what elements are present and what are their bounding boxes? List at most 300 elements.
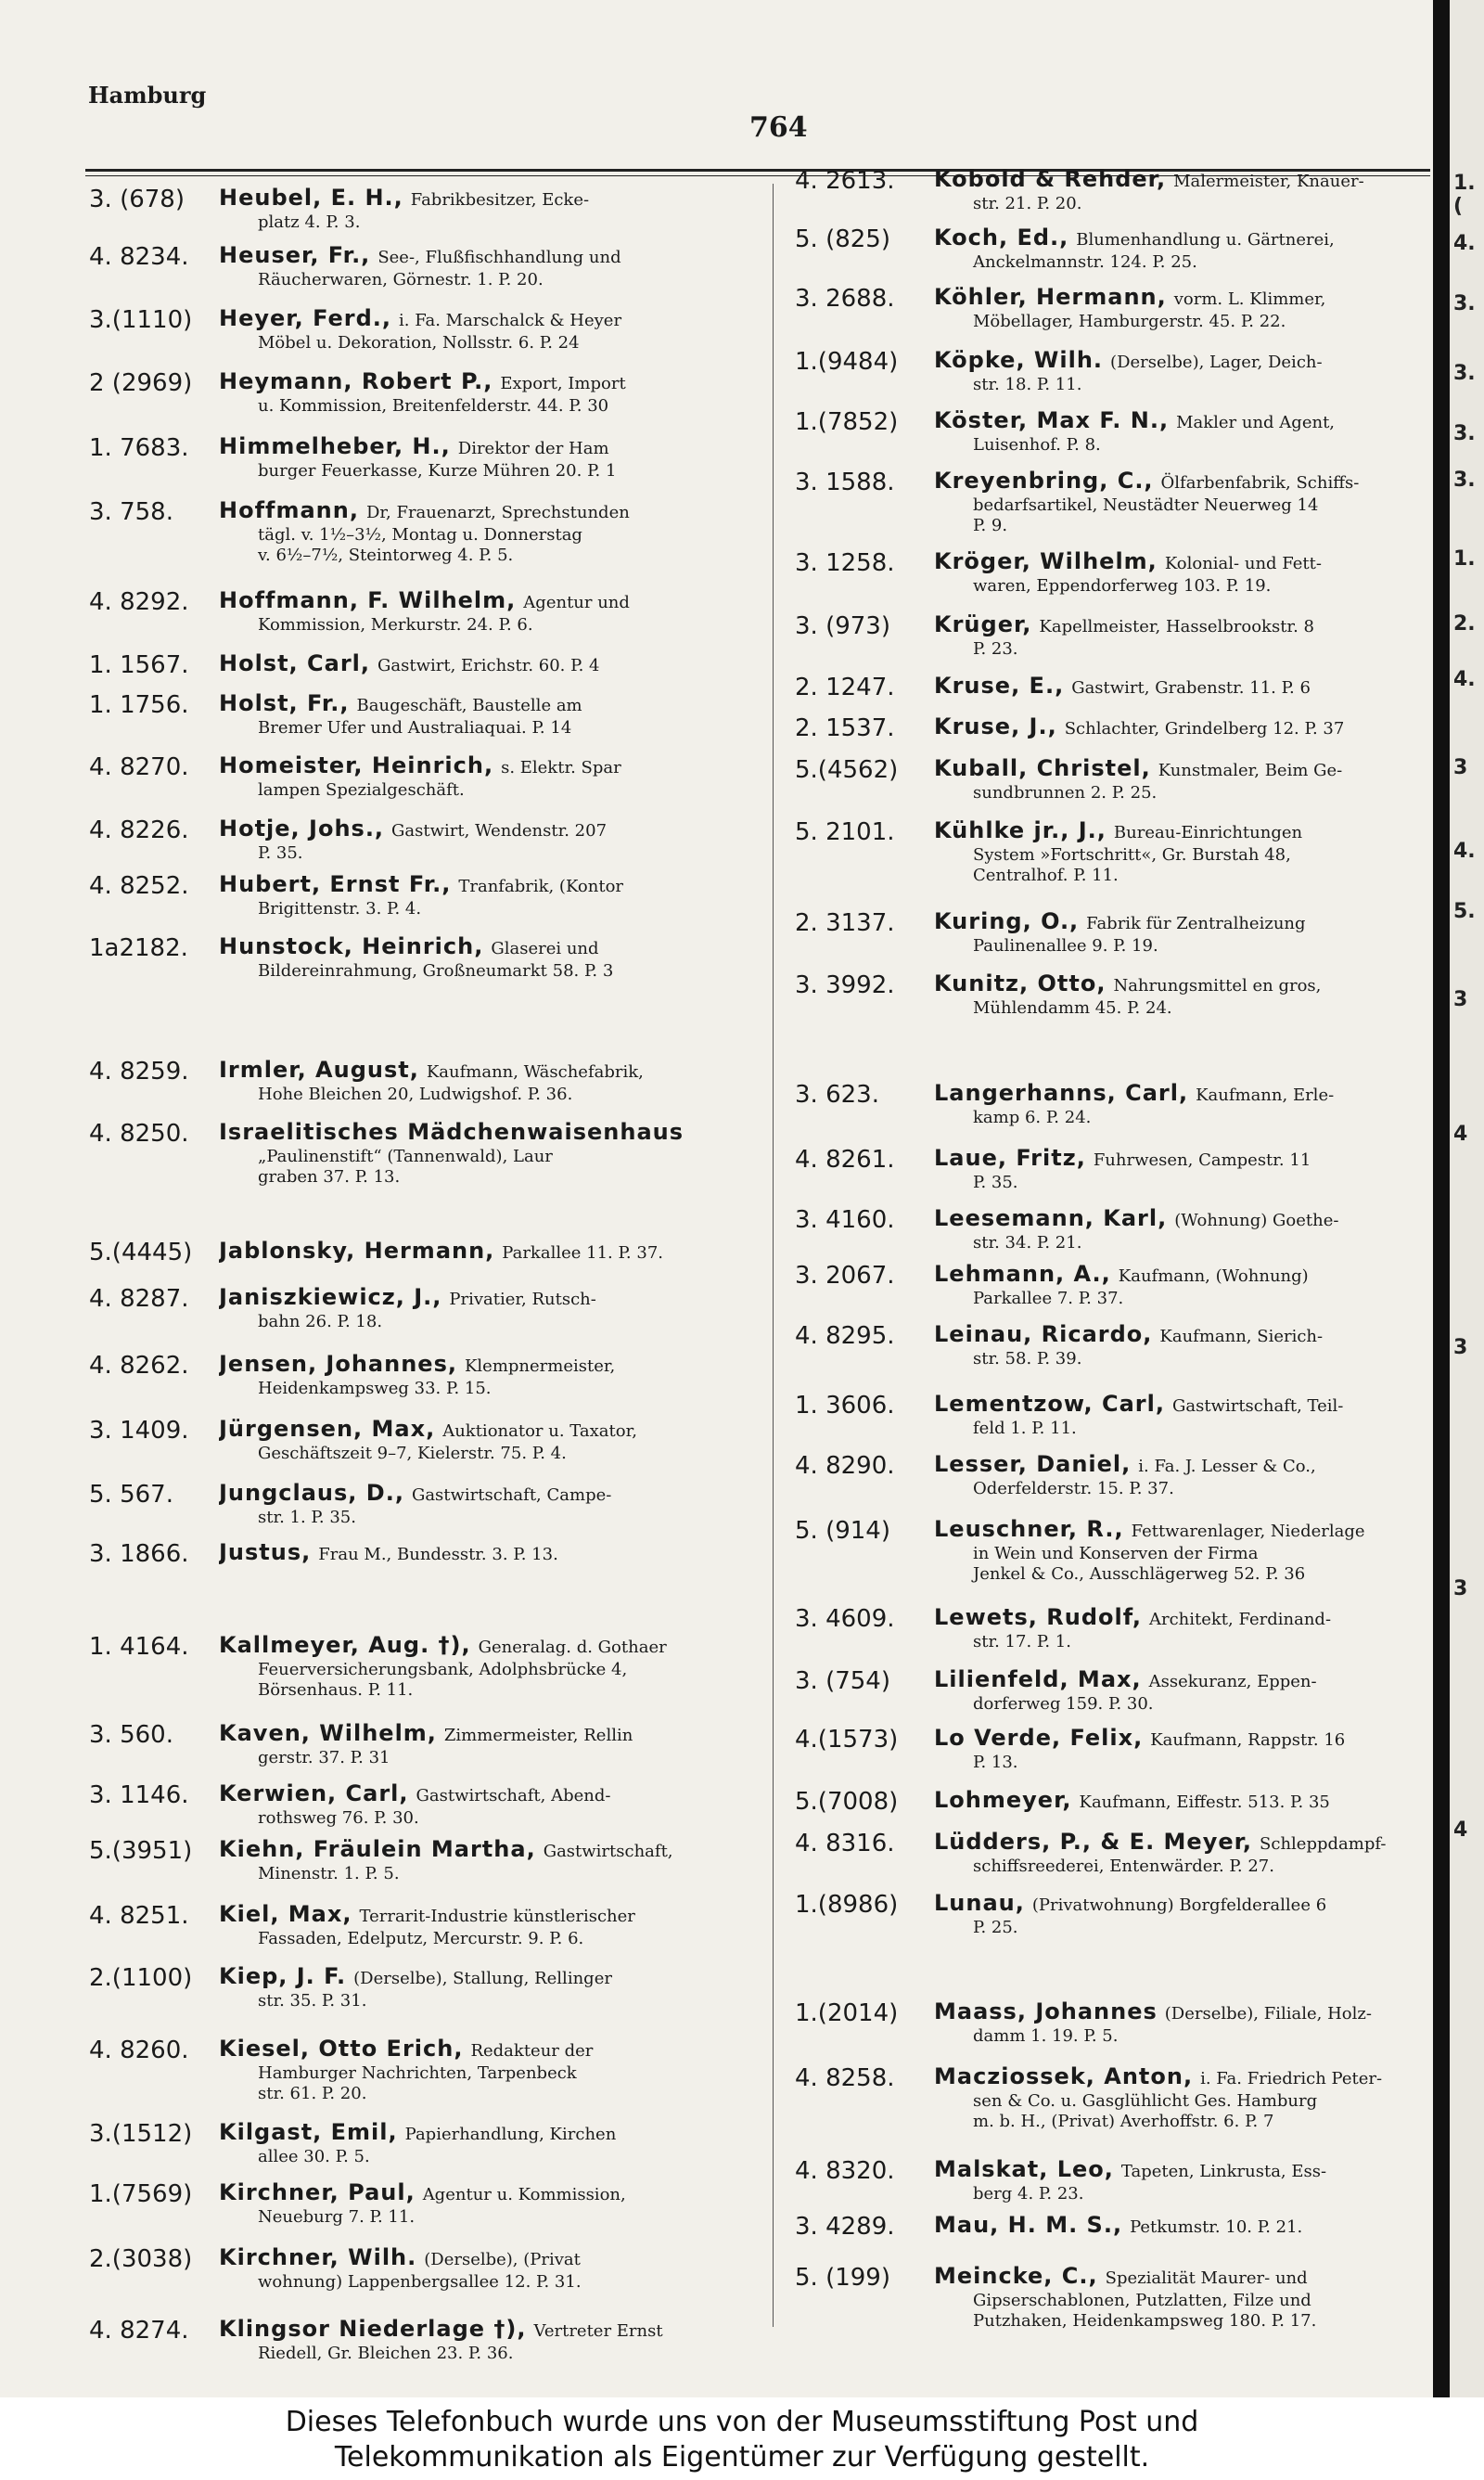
directory-entry (795, 285, 1435, 332)
entry-details: Kolonial- und Fett- (1164, 554, 1322, 573)
subscriber-name: Lo Verde, Felix, (934, 1726, 1144, 1751)
phone-number: 3. 2688. (795, 285, 895, 313)
entry-address: str. 61. P. 20. (258, 2084, 367, 2103)
entry-address: P. 9. (973, 516, 1008, 535)
phone-number: 4. 8287. (89, 1285, 189, 1313)
phone-number: 5. (825) (795, 225, 890, 253)
subscriber-name: Lewets, Rudolf, (934, 1605, 1142, 1630)
adjacent-page-fragment: 3 (1453, 756, 1468, 779)
entry-address: berg 4. P. 23. (973, 2184, 1084, 2204)
entry-address: Neueburg 7. P. 11. (258, 2207, 416, 2227)
directory-entry (89, 1417, 803, 1464)
directory-entry (89, 1285, 803, 1332)
directory-entry (89, 1481, 803, 1528)
subscriber-name: Lohmeyer, (934, 1788, 1072, 1813)
entry-address: Minenstr. 1. P. 5. (258, 1864, 400, 1883)
page-number: 764 (749, 111, 808, 144)
adjacent-page-fragment: 1. (1453, 547, 1476, 571)
phone-number: 5.(7008) (795, 1788, 899, 1816)
subscriber-name: Kruse, E., (934, 674, 1065, 699)
phone-number: 1. 1567. (89, 651, 189, 679)
entry-address: Geschäftszeit 9–7, Kielerstr. 75. P. 4. (258, 1444, 567, 1463)
directory-entry (795, 1999, 1435, 2047)
entry-address: m. b. H., (Privat) Averhoffstr. 6. P. 7 (973, 2112, 1274, 2131)
entry-address: v. 6½–7½, Steintorweg 4. P. 5. (258, 546, 514, 565)
entry-details: Gastwirtschaft, Teil- (1171, 1396, 1344, 1416)
directory-entry (89, 369, 803, 417)
adjacent-page-fragment: 4. (1453, 232, 1476, 255)
subscriber-name: Heyer, Ferd., (219, 306, 392, 331)
subscriber-name: Jürgensen, Max, (219, 1417, 436, 1442)
subscriber-name: Jungclaus, D., (219, 1481, 404, 1506)
phone-number: 4. 8295. (795, 1322, 895, 1350)
entry-address: str. 18. P. 11. (973, 375, 1082, 394)
entry-address: bahn 26. P. 18. (258, 1312, 383, 1331)
entry-details: Parkallee 11. P. 37. (502, 1243, 663, 1263)
entry-details: Ölfarbenfabrik, Schiffs- (1160, 473, 1360, 493)
entry-address: Börsenhaus. P. 11. (258, 1680, 414, 1700)
entry-address: graben 37. P. 13. (258, 1167, 401, 1187)
adjacent-page-fragment: 2. (1453, 612, 1476, 636)
phone-number: 3. 1258. (795, 549, 895, 577)
entry-details: Makler und Agent, (1176, 413, 1336, 432)
entry-address: str. 58. P. 39. (973, 1349, 1082, 1368)
entry-address: str. 35. P. 31. (258, 1991, 367, 2011)
subscriber-name: Köster, Max F. N., (934, 408, 1170, 433)
phone-number: 2. 1247. (795, 674, 895, 701)
phone-number: 4. 8251. (89, 1902, 189, 1930)
directory-entry (89, 2180, 803, 2228)
subscriber-name: Köhler, Hermann, (934, 285, 1167, 310)
subscriber-name: Kilgast, Emil, (219, 2120, 398, 2145)
directory-entry (795, 1517, 1435, 1585)
entry-address: u. Kommission, Breitenfelderstr. 44. P. 30 (258, 396, 609, 416)
phone-number: 2.(3038) (89, 2245, 193, 2273)
directory-entry (795, 1726, 1435, 1773)
directory-entry (795, 348, 1435, 395)
subscriber-name: Lementzow, Carl, (934, 1392, 1165, 1417)
entry-details: i. Fa. Marschalck & Heyer (399, 311, 622, 330)
phone-number: 4. 8259. (89, 1058, 189, 1086)
directory-entry (795, 756, 1435, 803)
subscriber-name: Kruse, J., (934, 714, 1057, 739)
subscriber-name: Kirchner, Paul, (219, 2180, 416, 2205)
subscriber-name: Hunstock, Heinrich, (219, 934, 484, 959)
entry-details: Fettwarenlager, Niederlage (1131, 1522, 1365, 1541)
phone-number: 3. 4609. (795, 1605, 895, 1633)
entry-details: Frau M., Bundesstr. 3. P. 13. (318, 1545, 558, 1564)
directory-entry (795, 2157, 1435, 2204)
entry-details: Architekt, Ferdinand- (1148, 1610, 1332, 1629)
phone-number: 1a2182. (89, 934, 188, 962)
entry-address: Feuerversicherungsbank, Adolphsbrücke 4, (258, 1660, 628, 1679)
entry-details: Kaufmann, Erle- (1196, 1086, 1335, 1105)
adjacent-page-fragment: 3 (1453, 1336, 1468, 1359)
directory-entry (89, 186, 803, 233)
subscriber-name: Hotje, Johs., (219, 816, 385, 842)
entry-address: P. 23. (973, 639, 1018, 659)
subscriber-name: Kiep, J. F. (219, 1964, 347, 1989)
entry-details: Terrarit-Industrie künstlerischer (359, 1907, 635, 1926)
directory-entry (89, 1781, 803, 1829)
entry-address: allee 30. P. 5. (258, 2147, 370, 2166)
entry-details: Malermeister, Knauer- (1173, 172, 1364, 191)
footer-line-2: Telekommunikation als Eigentümer zur Verfügung gestellt. (334, 2441, 1150, 2474)
entry-details: (Derselbe), Stallung, Rellinger (353, 1969, 612, 1988)
entry-address: str. 17. P. 1. (973, 1632, 1071, 1651)
phone-number: 3. 1588. (795, 469, 895, 496)
directory-entry (89, 498, 803, 566)
subscriber-name: Holst, Fr., (219, 691, 350, 716)
entry-details: Direktor der Ham (457, 439, 609, 458)
entry-address: damm 1. 19. P. 5. (973, 2026, 1119, 2046)
entry-details: Fuhrwesen, Campestr. 11 (1093, 1150, 1311, 1170)
subscriber-name: Kiel, Max, (219, 1902, 352, 1927)
adjacent-page-fragment: 3. (1453, 469, 1476, 492)
directory-entry (795, 1206, 1435, 1253)
subscriber-name: Kunitz, Otto, (934, 971, 1107, 996)
entry-address: sen & Co. u. Gasglühlicht Ges. Hamburg (973, 2091, 1318, 2111)
entry-address: Anckelmannstr. 124. P. 25. (973, 252, 1197, 272)
phone-number: 4. 8258. (795, 2064, 895, 2092)
entry-details: Nahrungsmittel en gros, (1113, 976, 1322, 996)
phone-number: 1.(9484) (795, 348, 899, 376)
entry-details: Vertreter Ernst (533, 2321, 663, 2341)
entry-address: Brigittenstr. 3. P. 4. (258, 899, 422, 919)
entry-details: Schleppdampf- (1260, 1834, 1387, 1854)
entry-details: Gastwirt, Wendenstr. 207 (391, 821, 608, 841)
entry-address: Putzhaken, Heidenkampsweg 180. P. 17. (973, 2311, 1317, 2331)
phone-number: 3. 560. (89, 1721, 173, 1749)
phone-number: 1.(8986) (795, 1891, 899, 1919)
phone-number: 1. 3606. (795, 1392, 895, 1420)
subscriber-name: Kallmeyer, Aug. †), (219, 1633, 471, 1658)
entry-details: Privatier, Rutsch- (449, 1290, 596, 1309)
phone-number: 1. 7683. (89, 434, 189, 462)
directory-entry (795, 2264, 1435, 2332)
entry-address: rothsweg 76. P. 30. (258, 1808, 419, 1828)
adjacent-page-fragment: 4 (1453, 1123, 1468, 1146)
phone-number: 4. 8260. (89, 2037, 189, 2064)
subscriber-name: Israelitisches Mädchenwaisenhaus (219, 1120, 684, 1145)
directory-entry (89, 1964, 803, 2011)
directory-entry (795, 469, 1435, 536)
entry-address: Möbellager, Hamburgerstr. 45. P. 22. (973, 312, 1286, 331)
subscriber-name: Malskat, Leo, (934, 2157, 1114, 2182)
directory-entry (89, 2317, 803, 2364)
adjacent-page-fragment: 5. (1453, 900, 1476, 923)
subscriber-name: Kuring, O., (934, 909, 1080, 934)
adjacent-page-fragment: 4. (1453, 668, 1476, 691)
entry-details: Schlachter, Grindelberg 12. P. 37 (1064, 719, 1345, 739)
directory-entry (795, 2213, 1435, 2240)
subscriber-name: Kreyenbring, C., (934, 469, 1154, 494)
directory-entry (795, 1891, 1435, 1938)
directory-entry (795, 2064, 1435, 2132)
directory-entry (89, 1058, 803, 1105)
city-heading: Hamburg (88, 82, 207, 109)
directory-entry (89, 306, 803, 353)
phone-number: 4. 8320. (795, 2157, 895, 2185)
subscriber-name: Lunau, (934, 1891, 1025, 1916)
entry-address: lampen Spezialgeschäft. (258, 780, 465, 800)
subscriber-name: Kuball, Christel, (934, 756, 1151, 781)
phone-number: 4. 8292. (89, 588, 189, 616)
entry-details: Bureau-Einrichtungen (1113, 823, 1303, 842)
entry-address: Hamburger Nachrichten, Tarpenbeck (258, 2063, 577, 2083)
subscriber-name: Jablonsky, Hermann, (219, 1239, 495, 1264)
directory-entry (89, 1540, 803, 1567)
entry-address: wohnung) Lappenbergsallee 12. P. 31. (258, 2272, 582, 2292)
entry-address: platz 4. P. 3. (258, 212, 361, 232)
directory-entry (89, 691, 803, 739)
entry-details: i. Fa. J. Lesser & Co., (1138, 1457, 1316, 1476)
entry-details: Gastwirt, Erichstr. 60. P. 4 (377, 656, 600, 675)
subscriber-name: Kobold & Rehder, (934, 167, 1167, 192)
entry-details: Gastwirtschaft, (543, 1842, 673, 1861)
subscriber-name: Koch, Ed., (934, 225, 1069, 251)
subscriber-name: Hoffmann, (219, 498, 359, 523)
directory-entry (795, 818, 1435, 886)
entry-details: Kapellmeister, Hasselbrookstr. 8 (1039, 617, 1314, 636)
phone-number: 4. 8234. (89, 243, 189, 271)
entry-details: Papierhandlung, Kirchen (404, 2125, 617, 2144)
directory-entry (795, 714, 1435, 741)
phone-number: 3. 623. (795, 1081, 879, 1109)
subscriber-name: Köpke, Wilh. (934, 348, 1104, 373)
entry-address: bedarfsartikel, Neustädter Neuerweg 14 (973, 495, 1319, 515)
adjacent-page-fragment: 3. (1453, 422, 1476, 445)
phone-number: 2.(1100) (89, 1964, 193, 1992)
phone-number: 3. 4160. (795, 1206, 895, 1234)
entry-details: vorm. L. Klimmer, (1173, 289, 1326, 309)
phone-number: 2 (2969) (89, 369, 193, 397)
entry-details: Agentur und (523, 593, 630, 612)
entry-address: feld 1. P. 11. (973, 1419, 1077, 1438)
phone-number: 4. 8316. (795, 1830, 895, 1857)
subscriber-name: Leuschner, R., (934, 1517, 1124, 1542)
entry-details: Blumenhandlung u. Gärtnerei, (1076, 230, 1335, 250)
entry-address: Riedell, Gr. Bleichen 23. P. 36. (258, 2344, 514, 2363)
phone-number: 4. 8250. (89, 1120, 189, 1148)
directory-entry (795, 225, 1435, 273)
phone-number: 1. 4164. (89, 1633, 189, 1661)
phone-number: 3. 2067. (795, 1262, 895, 1290)
next-page-edge (1450, 0, 1484, 2397)
directory-entry (89, 588, 803, 636)
directory-entry (795, 909, 1435, 957)
entry-details: Fabrikbesitzer, Ecke- (410, 190, 590, 210)
directory-entry (795, 1788, 1435, 1815)
phone-number: 5.(4445) (89, 1239, 193, 1266)
directory-entry (795, 971, 1435, 1019)
adjacent-page-fragment: 4. (1453, 840, 1476, 863)
adjacent-page-fragment: 3. (1453, 362, 1476, 385)
directory-entry (89, 2037, 803, 2104)
subscriber-name: Lehmann, A., (934, 1262, 1111, 1287)
phone-number: 5.(3951) (89, 1837, 193, 1865)
entry-address: „Paulinenstift“ (Tannenwald), Laur (258, 1147, 553, 1166)
subscriber-name: Kühlke jr., J., (934, 818, 1107, 843)
phone-number: 1.(2014) (795, 1999, 899, 2027)
entry-details: Gastwirtschaft, Abend- (416, 1786, 611, 1805)
phone-number: 3.(1110) (89, 306, 193, 334)
adjacent-page-fragment: 3. (1453, 292, 1476, 315)
subscriber-name: Himmelheber, H., (219, 434, 451, 459)
subscriber-name: Meincke, C., (934, 2264, 1098, 2289)
entry-address: Paulinenallee 9. P. 19. (973, 936, 1158, 956)
entry-details: Agentur u. Kommission, (422, 2185, 626, 2204)
phone-number: 4. 8252. (89, 872, 189, 900)
phone-number: 3. 4289. (795, 2213, 895, 2241)
footer-line-1: Dieses Telefonbuch wurde uns von der Museumsstiftung Post und (285, 2406, 1199, 2438)
entry-address: kamp 6. P. 24. (973, 1108, 1092, 1127)
phone-number: 3. (678) (89, 186, 185, 213)
directory-entry (89, 872, 803, 919)
subscriber-name: Heymann, Robert P., (219, 369, 493, 394)
entry-address: Räucherwaren, Görnestr. 1. P. 20. (258, 270, 544, 289)
entry-address: dorferweg 159. P. 30. (973, 1694, 1154, 1714)
adjacent-page-fragment: 3 (1453, 1577, 1468, 1600)
subscriber-name: Lesser, Daniel, (934, 1452, 1132, 1477)
phone-number: 5. 2101. (795, 818, 895, 846)
entry-details: Zimmermeister, Rellin (443, 1726, 633, 1745)
directory-entry (89, 753, 803, 801)
entry-details: Baugeschäft, Baustelle am (356, 696, 582, 715)
directory-entry (89, 243, 803, 290)
subscriber-name: Kiesel, Otto Erich, (219, 2037, 464, 2062)
phone-number: 4. 8226. (89, 816, 189, 844)
phone-number: 2. 1537. (795, 714, 895, 742)
subscriber-name: Holst, Carl, (219, 651, 371, 676)
subscriber-name: Irmler, August, (219, 1058, 419, 1083)
subscriber-name: Kirchner, Wilh. (219, 2245, 417, 2270)
entry-address: Luisenhof. P. 8. (973, 435, 1101, 455)
entry-address: P. 13. (973, 1753, 1018, 1772)
entry-details: Petkumstr. 10. P. 21. (1130, 2217, 1303, 2237)
phone-number: 3.(1512) (89, 2120, 193, 2148)
directory-entry (795, 549, 1435, 597)
entry-address: Jenkel & Co., Ausschlägerweg 52. P. 36 (973, 1564, 1306, 1584)
entry-details: Kaufmann, Eiffestr. 513. P. 35 (1079, 1793, 1330, 1812)
entry-address: waren, Eppendorferweg 103. P. 19. (973, 576, 1272, 596)
directory-entry (795, 1262, 1435, 1309)
phone-number: 2. 3137. (795, 909, 895, 937)
directory-entry (795, 167, 1435, 214)
phone-number: 4. 8290. (795, 1452, 895, 1480)
subscriber-name: Jensen, Johannes, (219, 1352, 457, 1377)
entry-address: Oderfelderstr. 15. P. 37. (973, 1479, 1174, 1498)
phone-number: 4. 8274. (89, 2317, 189, 2345)
book-spine-shadow (1433, 0, 1450, 2397)
entry-details: i. Fa. Friedrich Peter- (1200, 2069, 1383, 2088)
entry-details: Fabrik für Zentralheizung (1086, 914, 1306, 933)
entry-details: Klempnermeister, (464, 1356, 616, 1376)
entry-address: str. 34. P. 21. (973, 1233, 1082, 1253)
entry-details: Spezialität Maurer- und (1105, 2268, 1308, 2288)
entry-details: Redakteur der (470, 2041, 594, 2061)
entry-address: P. 35. (973, 1173, 1018, 1192)
entry-address: Bildereinrahmung, Großneumarkt 58. P. 3 (258, 961, 614, 981)
entry-details: See-, Flußfischhandlung und (377, 248, 621, 267)
phone-number: 5. (914) (795, 1517, 890, 1545)
phone-number: 3. 1409. (89, 1417, 189, 1445)
subscriber-name: Justus, (219, 1540, 312, 1565)
entry-address: Gipserschablonen, Putzlatten, Filze und (973, 2291, 1311, 2310)
phone-number: 3. (754) (795, 1667, 890, 1695)
entry-details: Glaserei und (491, 939, 599, 958)
entry-details: Kaufmann, Wäschefabrik, (426, 1062, 644, 1082)
directory-entry (89, 1239, 803, 1266)
directory-entry (89, 1902, 803, 1949)
subscriber-name: Lüdders, P., & E. Meyer, (934, 1830, 1253, 1855)
subscriber-name: Kiehn, Fräulein Martha, (219, 1837, 536, 1862)
directory-entry (795, 612, 1435, 660)
directory-entry (89, 651, 803, 678)
subscriber-name: Lilienfeld, Max, (934, 1667, 1142, 1692)
entry-details: Kunstmaler, Beim Ge- (1158, 761, 1343, 780)
entry-address: str. 21. P. 20. (973, 194, 1082, 213)
subscriber-name: Mau, H. M. S., (934, 2213, 1123, 2238)
entry-address: Kommission, Merkurstr. 24. P. 6. (258, 615, 533, 635)
phone-number: 4. 8261. (795, 1146, 895, 1174)
directory-entry (89, 816, 803, 864)
phone-number: 1. 1756. (89, 691, 189, 719)
directory-entry (795, 1667, 1435, 1715)
subscriber-name: Janiszkiewicz, J., (219, 1285, 442, 1310)
directory-entry (795, 1830, 1435, 1877)
entry-details: Generalag. d. Gothaer (478, 1638, 667, 1657)
subscriber-name: Kerwien, Carl, (219, 1781, 409, 1806)
phone-number: 4. 2613. (795, 167, 895, 195)
subscriber-name: Kaven, Wilhelm, (219, 1721, 437, 1746)
phone-number: 3. 3992. (795, 971, 895, 999)
footer-notice (0, 2397, 1484, 2480)
directory-entry (795, 1392, 1435, 1439)
directory-entry (89, 434, 803, 482)
directory-entry (795, 1452, 1435, 1499)
subscriber-name: Heubel, E. H., (219, 186, 403, 211)
entry-address: in Wein und Konserven der Firma (973, 1544, 1259, 1563)
subscriber-name: Macziossek, Anton, (934, 2064, 1194, 2089)
entry-address: schiffsreederei, Entenwärder. P. 27. (973, 1857, 1274, 1876)
entry-address: P. 35. (258, 843, 303, 863)
adjacent-page-fragment: 1.( (1453, 172, 1476, 218)
phone-number: 1.(7852) (795, 408, 899, 436)
entry-details: (Derselbe), Lager, Deich- (1110, 353, 1323, 372)
subscriber-name: Krüger, (934, 612, 1032, 637)
entry-address: Bremer Ufer und Australiaquai. P. 14 (258, 718, 572, 738)
entry-details: Gastwirtschaft, Campe- (411, 1485, 612, 1505)
directory-entry (89, 1120, 803, 1188)
directory-entry (89, 2120, 803, 2167)
entry-details: Tranfabrik, (Kontor (458, 877, 624, 896)
entry-details: Assekuranz, Eppen- (1148, 1672, 1317, 1691)
entry-address: Möbel u. Dekoration, Nollsstr. 6. P. 24 (258, 333, 580, 353)
subscriber-name: Heuser, Fr., (219, 243, 371, 268)
phone-number: 4. 8270. (89, 753, 189, 781)
directory-entry (795, 1146, 1435, 1193)
subscriber-name: Maass, Johannes (934, 1999, 1158, 2024)
phone-number: 4.(1573) (795, 1726, 899, 1754)
subscriber-name: Klingsor Niederlage †), (219, 2317, 527, 2342)
entry-address: str. 1. P. 35. (258, 1508, 356, 1527)
subscriber-name: Hubert, Ernst Fr., (219, 872, 452, 897)
phone-number: 3. 1146. (89, 1781, 189, 1809)
subscriber-name: Hoffmann, F. Wilhelm, (219, 588, 517, 613)
subscriber-name: Homeister, Heinrich, (219, 753, 494, 778)
entry-address: gerstr. 37. P. 31 (258, 1748, 390, 1767)
